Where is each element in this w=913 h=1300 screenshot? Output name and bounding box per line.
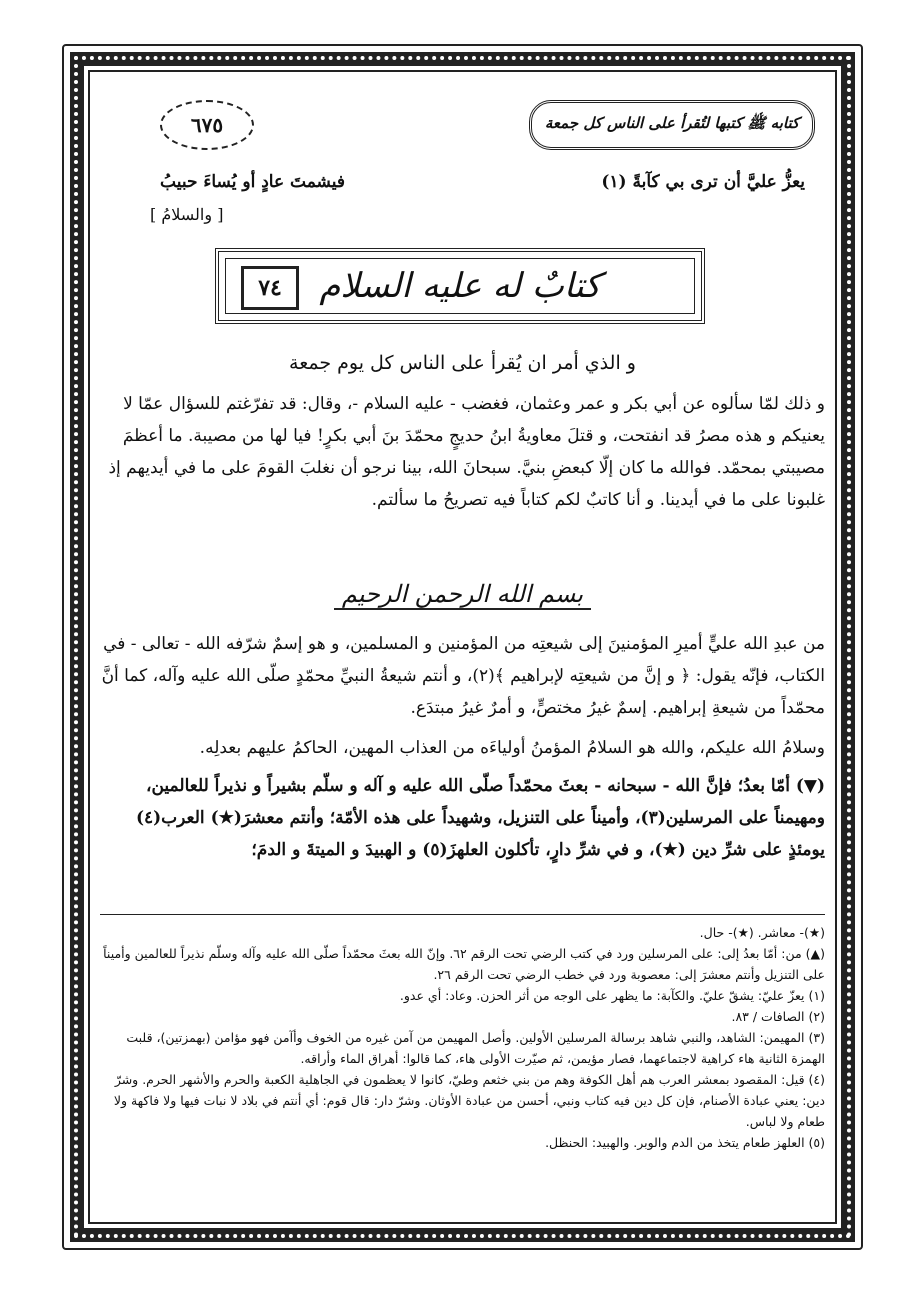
footnote: (★)- معاشر. (★)- حال. (699, 925, 825, 940)
page-content (100, 80, 825, 1215)
footnote: (٣) المهيمن: الشاهد، والنبي شاهد برسالة المرسلين الأولين. وأصل المهيمن من آمن غيره من الخوف وأآمن فهو مؤامن (بهمزتين)، قلبت الهمزة الثانية هاء كراهية لاجتماعهما، فصار مؤيمن، ثم صيّرت الأولى هاء، كما قالوا: أهراق الماء وأراقه. (126, 1030, 825, 1066)
basmala (100, 580, 825, 610)
paragraph-intro: و ذلك لمّا سألوه عن أبي بكر و عمر وعثمان، فغضب - عليه السلام -، وقال: قد تفرّغتم للسؤال عمّا لا يعنيكم و هذه مصرُ قد انفتحت، و قتلَ معاويةُ ابنُ حديجٍ محمّدَ بنَ أبي بكرٍ! فيا لها من مصيبة. ما أعظمَ مصيبتي بمحمّد. فوالله ما كان إلّا كبعضِ بنيَّ. سبحانَ الله، بينا نرجو أن نغلبَ القومَ على ما في أيديهم إذ غلبونا على ما في أيدينا. و أنا كاتبٌ لكم كتاباً فيه تصريحُ ما سألتم. (108, 394, 825, 510)
basmala-text: بسم الله الرحمن الرحيم (334, 580, 591, 610)
footnote: (٥) العلهز طعام يتخذ من الدم والوبر. والهبيد: الحنظل. (545, 1135, 825, 1150)
footnote: (١) يعزّ عليّ: يشقّ عليّ. والكآبة: ما يظهر على الوجه من أثر الحزن. وعاد: أي عدو. (399, 988, 825, 1003)
chapter-title: كتابٌ له عليه السلام (319, 266, 601, 306)
poem-right-hemistich: يعزُّ عليَّ أن ترى بي كآبةً (١) (601, 172, 805, 192)
paragraph-salutation: وسلامُ الله عليكم، والله هو السلامُ المؤمنُ أولياءَه من العذاب المهين، الحاكمُ عليهم بعدلِه. (199, 738, 825, 758)
running-header: كتابه ﷺ كتبها لتُقرأ على الناس كل جمعة (529, 100, 815, 150)
poem-closing: [ والسلامُ ] (150, 205, 224, 224)
footnote-separator (100, 914, 825, 915)
chapter-number: ٧٤ (241, 266, 299, 310)
chapter-subtitle: و الذي أمر ان يُقرأ على الناس كل يوم جمعة (289, 352, 636, 374)
footnotes (100, 922, 825, 1153)
page-number: ٦٧٥ (160, 100, 254, 150)
footnote: (▲) من: أمّا بعدُ إلى: على المرسلين ورد في كتب الرضي تحت الرقم ٦٢. وإنّ الله بعثَ محمّداً صلّى الله عليه وآله وسلّم نذيراً للعالمين وأميناً على التنزيل وأنتم معشرَ إلى: معصوبة ورد في خطب الرضي تحت الرقم ٢٦. (103, 946, 825, 982)
paragraph-main: (▼) أمّا بعدُ؛ فإنَّ الله - سبحانه - بعثَ محمّداً صلّى الله عليه و آله و سلّم بشيراً و نذيراً للعالمين، ومهيمناً على المرسلين(٣)، وأميناً على التنزيل، وشهيداً على هذه الأمّة؛ وأنتم معشرَ(★) العرب(٤) يومئذٍ على شرِّ دين (★)، و في شرِّ دارٍ، تأكلون العلهزَ(٥) و الهبيدَ و الميتةَ و الدمَ؛ (135, 776, 825, 860)
footnote: (٤) قيل: المقصود بمعشر العرب هم أهل الكوفة وهم من بني خثعم وطيّ، كانوا لا يعظمون في الجاهلية الكعبة والحرم والأشهر الحرم. وشرّ دين: يعني عبادة الأصنام، فإن كل دين فيه كتاب ونبي، أحسن من عبادة الأوثان. وشرّ دار: قال قوم: أي أنتم في بلاد لا نبات فيها ولا فاكهة ولا طعام ولا لباس. (113, 1072, 825, 1129)
poem-left-hemistich: فيشمتَ عادٍ أو يُساءَ حبيبُ (160, 172, 345, 192)
chapter-title-box (215, 248, 705, 324)
paragraph-address: من عبدِ الله عليٍّ أميرِ المؤمنينَ إلى شيعتِه من المؤمنين و المسلمين، و هو إسمٌ شرّفه الله - تعالى - في الكتاب، فإنّه يقول: ﴿ و إنَّ من شيعتِه لإبراهيم ﴾(٢)، و أنتم شيعةُ النبيِّ محمّدٍ صلّى الله عليه وآله، كما أنَّ محمّداً من شيعةِ إبراهيم. إسمٌ غيرُ مختصٍّ، و أمرٌ غيرُ مبتدَع. (101, 634, 825, 718)
footnote: (٢) الصافات / ٨٣. (731, 1009, 825, 1024)
